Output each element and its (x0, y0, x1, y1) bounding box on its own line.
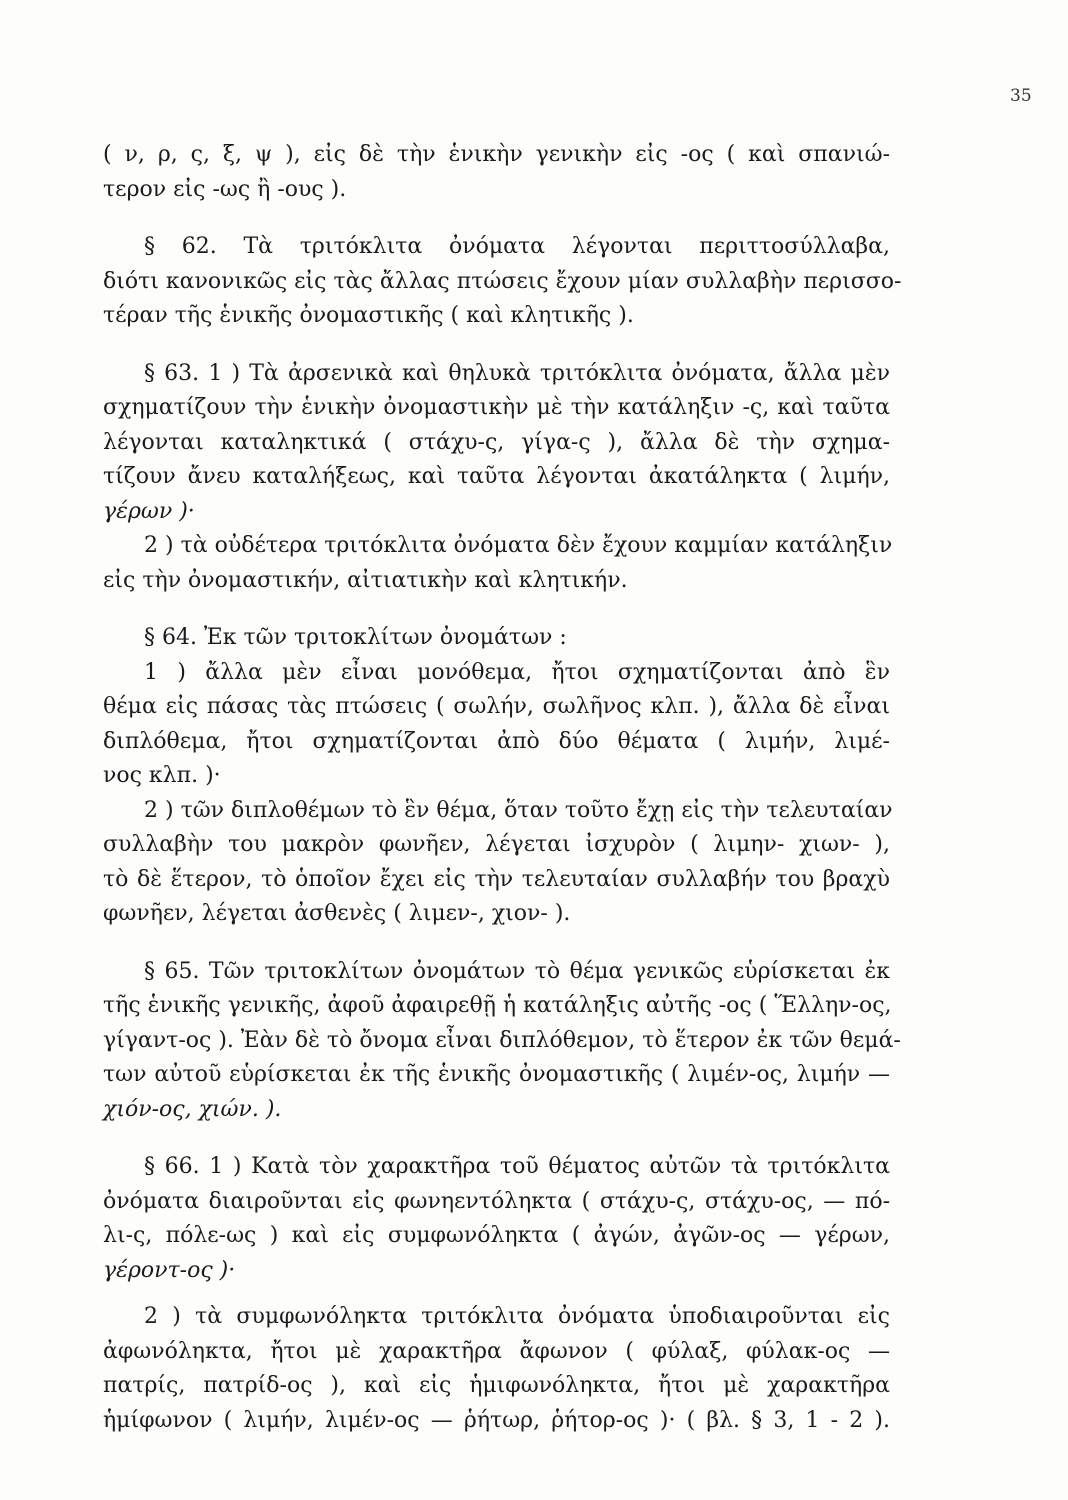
text-line: λι-ς, πόλε-ως ) καὶ εἰς συμφωνόληκτα ( ἀγών, ἀγῶν-ος — γέρων, (103, 1223, 890, 1248)
section-64-heading: § 64. Ἐκ τῶν τριτοκλίτων ὀνομάτων : (144, 625, 567, 650)
text-line: ἡμίφωνον ( λιμήν, λιμέν-ος — ῥήτωρ, ῥήτορ-ος )· ( βλ. § 3, 1 - 2 ). (103, 1407, 890, 1433)
text-line: γίγαντ-ος ). Ἐὰν δὲ τὸ ὄνομα εἶναι διπλόθεμον, τὸ ἕτερον ἐκ τῶν θεμά- (103, 1027, 901, 1053)
text-line: τὸ δὲ ἕτερον, τὸ ὁποῖον ἔχει εἰς τὴν τελευταίαν συλλαβήν του βραχὺ (103, 866, 890, 892)
text-line: διπλόθεμα, ἤτοι σχηματίζονται ἀπὸ δύο θέματα ( λιμήν, λιμέ- (103, 728, 890, 754)
text-line: εἰς τὴν ὀνομαστικήν, αἰτιατικὴν καὶ κλητικήν. (103, 567, 628, 593)
section-66-heading: § 66. 1 ) Κατὰ τὸν χαρακτῆρα τοῦ θέματος αὐτῶν τὰ τριτόκλιτα (144, 1154, 890, 1179)
text-line: 1 ) ἄλλα μὲν εἶναι μονόθεμα, ἤτοι σχηματίζονται ἀπὸ ἓν (144, 659, 890, 685)
text-line: 2 ) τὰ οὐδέτερα τριτόκλιτα ὀνόματα δὲν ἔχουν καμμίαν κατάληξιν (144, 533, 893, 558)
text-line: 2 ) τὰ συμφωνόληκτα τριτόκλιτα ὀνόματα ὑποδιαιροῦνται εἰς (144, 1304, 890, 1329)
text-line: φωνῆεν, λέγεται ἀσθενὲς ( λιμεν-, χιον- ). (103, 901, 571, 926)
page-body (103, 138, 902, 1438)
text-line: των αὐτοῦ εὑρίσκεται ἐκ τῆς ἑνικῆς ὀνομαστικῆς ( λιμέν-ος, λιμήν — (103, 1062, 890, 1087)
text-line: ( ν, ρ, ς, ξ, ψ ), εἰς δὲ τὴν ἑνικὴν γενικὴν εἰς -ος ( καὶ σπανιώ- (103, 142, 890, 167)
text-line: διότι κανονικῶς εἰς τὰς ἄλλας πτώσεις ἔχουν μίαν συλλαβὴν περισσο- (103, 268, 902, 294)
text-line: τίζουν ἄνευ καταλήξεως, καὶ ταῦτα λέγονται ἀκατάληκτα ( λιμήν, (103, 464, 890, 489)
text-line: τερον εἰς -ως ἢ -ους ). (103, 176, 347, 202)
text-line: τέραν τῆς ἑνικῆς ὀνομαστικῆς ( καὶ κλητικῆς ). (103, 303, 634, 328)
text-line: συλλαβὴν του μακρὸν φωνῆεν, λέγεται ἰσχυρὸν ( λιμην- χιων- ), (103, 832, 890, 857)
text-line: 2 ) τῶν διπλοθέμων τὸ ἓν θέμα, ὅταν τοῦτο ἔχῃ εἰς τὴν τελευταίαν (144, 797, 893, 823)
section-62-heading: § 62. Τὰ τριτόκλιτα ὀνόματα λέγονται περιττοσύλλαβα, (144, 234, 890, 259)
text-line: σχηματίζουν τὴν ἑνικὴν ὀνομαστικὴν μὲ τὴν κατάληξιν -ς, καὶ ταῦτα (103, 395, 890, 420)
section-63-heading: § 63. 1 ) Τὰ ἀρσενικὰ καὶ θηλυκὰ τριτόκλιτα ὀνόματα, ἄλλα μὲν (144, 360, 890, 386)
text-line: γέρων )· (103, 498, 195, 524)
text-line: γέροντ-ος )· (103, 1257, 236, 1283)
text-line: χιόν-ος, χιών. ). (103, 1096, 282, 1122)
text-line: λέγονται καταληκτικά ( στάχυ-ς, γίγα-ς ), ἄλλα δὲ τὴν σχημα- (103, 429, 890, 455)
text-line: πατρίς, πατρίδ-ος ), καὶ εἰς ἡμιφωνόληκτα, ἤτοι μὲ χαρακτῆρα (103, 1373, 890, 1398)
text-line: ὀνόματα διαιροῦνται εἰς φωνηεντόληκτα ( στάχυ-ς, στάχυ-ος, — πό- (103, 1188, 890, 1214)
page-number: 35 (1010, 86, 1032, 106)
text-line: νος κλπ. )· (103, 763, 221, 788)
section-65-heading: § 65. Τῶν τριτοκλίτων ὀνομάτων τὸ θέμα γενικῶς εὑρίσκεται ἐκ (144, 958, 890, 984)
text-line: τῆς ἑνικῆς γενικῆς, ἀφοῦ ἀφαιρεθῇ ἡ κατάληξις αὐτῆς -ος ( Ἕλλην-ος, (103, 993, 892, 1018)
text-line: ἀφωνόληκτα, ἤτοι μὲ χαρακτῆρα ἄφωνον ( φύλαξ, φύλακ-ος — (103, 1338, 890, 1364)
text-line: θέμα εἰς πάσας τὰς πτώσεις ( σωλήν, σωλῆνος κλπ. ), ἄλλα δὲ εἶναι (103, 694, 890, 719)
